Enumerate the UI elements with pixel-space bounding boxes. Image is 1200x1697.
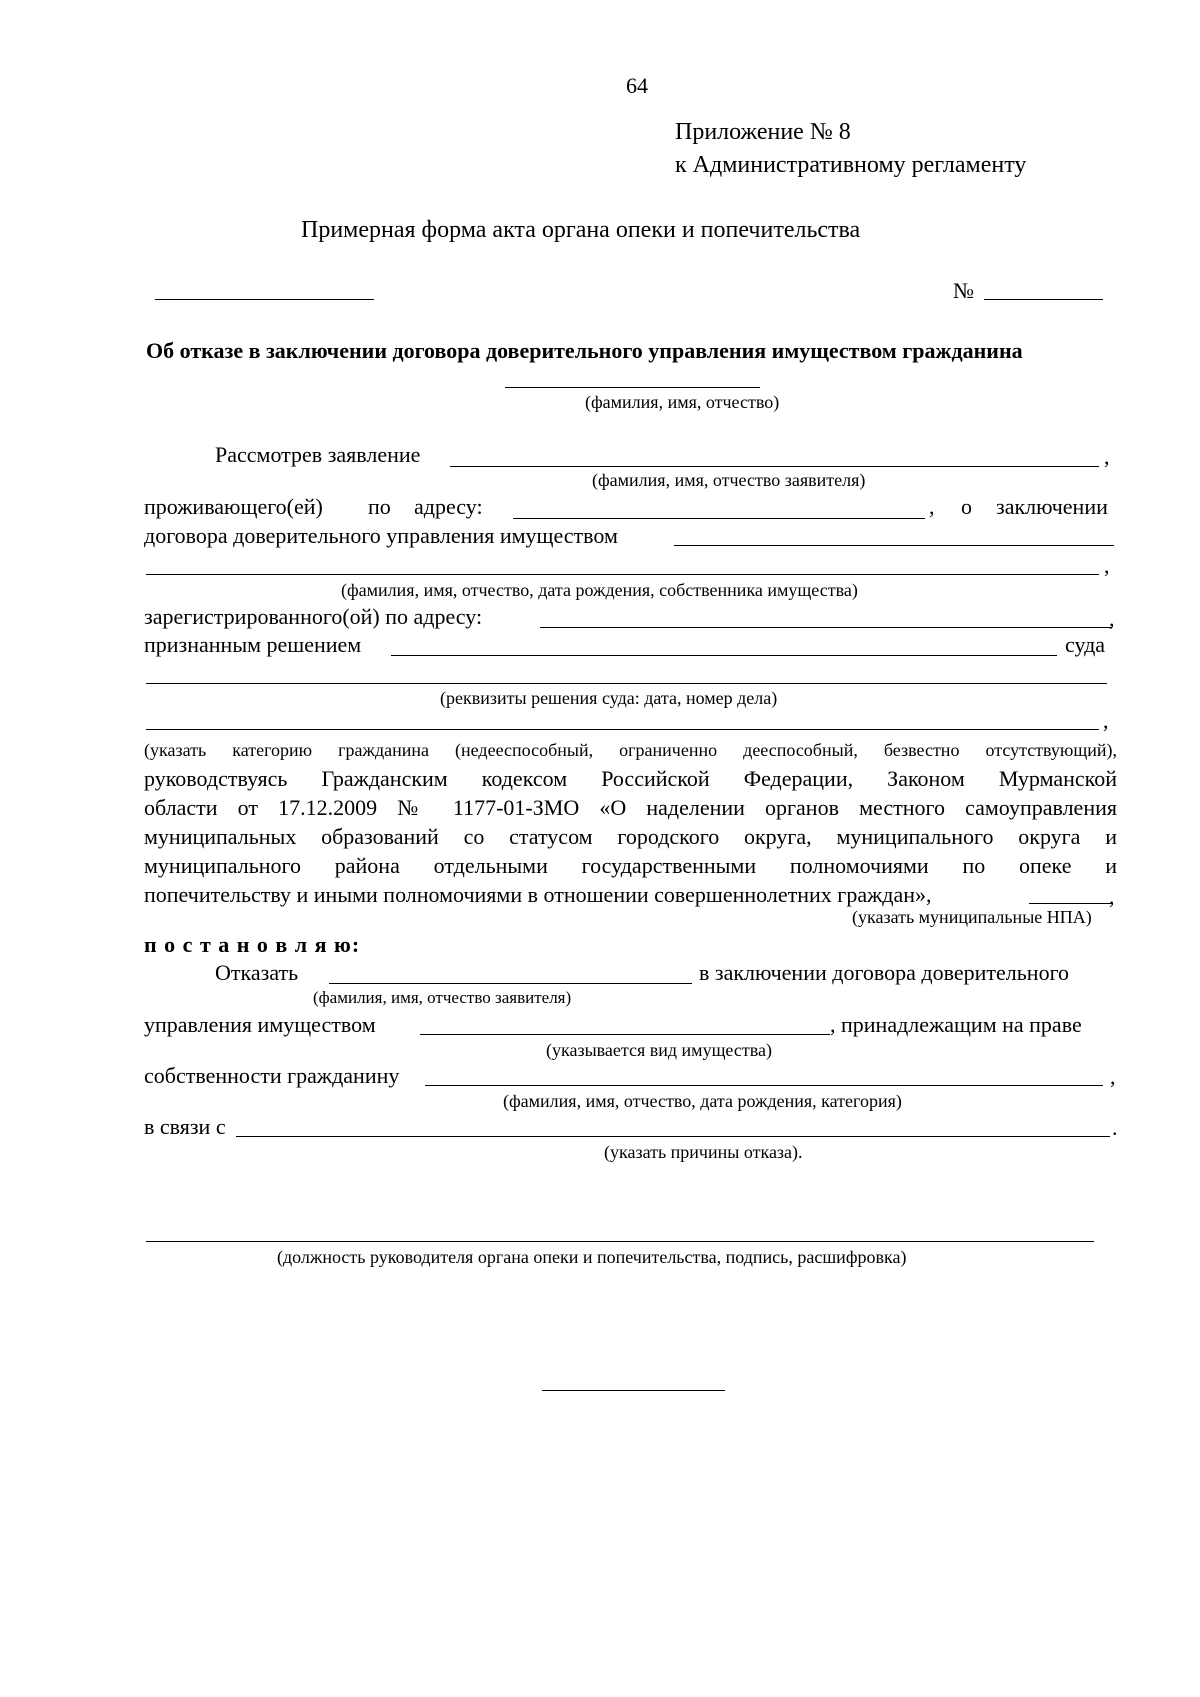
- appendix-line-2: к Административному регламенту: [675, 152, 1027, 178]
- in-contract-label: в заключении договора доверительного: [699, 960, 1070, 985]
- comma-2: ,: [929, 494, 935, 519]
- court-decision-line[interactable]: [391, 655, 1057, 656]
- caption-refusal-reasons: (указать причины отказа).: [604, 1142, 803, 1162]
- comma-6: ,: [1109, 884, 1115, 909]
- residing-word-2: по: [368, 494, 391, 519]
- refuse-label: Отказать: [215, 960, 299, 985]
- management-label: управления имуществом: [144, 1012, 376, 1037]
- category-line[interactable]: [146, 729, 1099, 730]
- residing-word-1: проживающего(ей): [144, 494, 323, 519]
- appendix-line-1: Приложение № 8: [675, 119, 851, 145]
- refusal-reason-line[interactable]: [236, 1136, 1110, 1137]
- caption-fio-category: (фамилия, имя, отчество, дата рождения, категория): [503, 1091, 902, 1111]
- considered-label: Рассмотрев заявление: [215, 442, 421, 467]
- caption-court-details: (реквизиты решения суда: дата, номер дела): [440, 688, 778, 708]
- closing-line: [542, 1390, 725, 1391]
- comma-3: ,: [1104, 553, 1110, 578]
- caption-fio-applicant: (фамилия, имя, отчество заявителя): [592, 470, 866, 490]
- number-field-line[interactable]: [984, 299, 1103, 300]
- caption-fio-owner: (фамилия, имя, отчество, дата рождения, собственника имущества): [341, 580, 858, 600]
- period: .: [1112, 1115, 1118, 1140]
- ownership-label: собственности гражданину: [144, 1063, 400, 1088]
- refuse-applicant-line[interactable]: [329, 983, 692, 984]
- comma-1: ,: [1104, 444, 1110, 469]
- owner-address-line[interactable]: [540, 627, 1112, 628]
- act-title: Об отказе в заключении договора доверительного управления имуществом гражданина: [146, 338, 1023, 363]
- owned-by-label: , принадлежащим на праве: [830, 1012, 1082, 1037]
- basis-line-5: попечительству и иными полномочиями в отношении совершеннолетних граждан»,: [144, 882, 932, 907]
- due-to-label: в связи с: [144, 1114, 226, 1139]
- property-line-1[interactable]: [674, 545, 1114, 546]
- municipal-npa-line[interactable]: [1029, 903, 1111, 904]
- form-title: Примерная форма акта органа опеки и попечительства: [301, 217, 861, 243]
- applicant-address-line[interactable]: [513, 518, 925, 519]
- citizen-name-line[interactable]: [505, 387, 760, 388]
- signature-line[interactable]: [146, 1241, 1094, 1242]
- residing-word-3: адресу:: [414, 494, 483, 519]
- caption-category: (указать категорию гражданина (недееспособный, ограниченно дееспособный, безвестно отсутствующий),: [144, 740, 1117, 760]
- comma-4: ,: [1109, 606, 1115, 631]
- basis-line-2: области от 17.12.2009 № 1177-01-ЗМО «О наделении органов местного самоуправления: [144, 795, 1117, 820]
- caption-property-type: (указывается вид имущества): [546, 1040, 772, 1060]
- applicant-name-line[interactable]: [450, 466, 1099, 467]
- resolve-heading: п о с т а н о в л я ю:: [144, 932, 361, 957]
- caption-fio-applicant-2: (фамилия, имя, отчество заявителя): [313, 988, 572, 1007]
- caption-signature: (должность руководителя органа опеки и попечительства, подпись, расшифровка): [277, 1247, 907, 1267]
- date-field-line[interactable]: [155, 299, 374, 300]
- caption-fio: (фамилия, имя, отчество): [585, 392, 780, 412]
- court-label: суда: [1065, 632, 1106, 657]
- contract-label: договора доверительного управления имуществом: [144, 523, 618, 548]
- basis-line-1: руководствуясь Гражданским кодексом Российской Федерации, Законом Мурманской: [144, 766, 1117, 791]
- comma-7: ,: [1110, 1064, 1116, 1089]
- registered-label: зарегистрированного(ой) по адресу:: [144, 604, 483, 629]
- recognized-label: признанным решением: [144, 632, 362, 657]
- comma-5: ,: [1103, 708, 1109, 733]
- on-word-2: заключении: [996, 494, 1108, 519]
- owner-citizen-line[interactable]: [425, 1085, 1103, 1086]
- property-type-line[interactable]: [420, 1034, 830, 1035]
- on-word-1: о: [961, 494, 972, 519]
- page-number: 64: [626, 73, 648, 98]
- caption-municipal-npa: (указать муниципальные НПА): [852, 907, 1092, 927]
- court-name-line[interactable]: [146, 683, 1107, 684]
- basis-line-3: муниципальных образований со статусом городского округа, муниципального округа и: [144, 824, 1117, 849]
- basis-line-4: муниципального района отдельными государственными полномочиями по опеке и: [144, 853, 1117, 878]
- number-label: №: [953, 278, 974, 303]
- owner-name-line[interactable]: [146, 574, 1099, 575]
